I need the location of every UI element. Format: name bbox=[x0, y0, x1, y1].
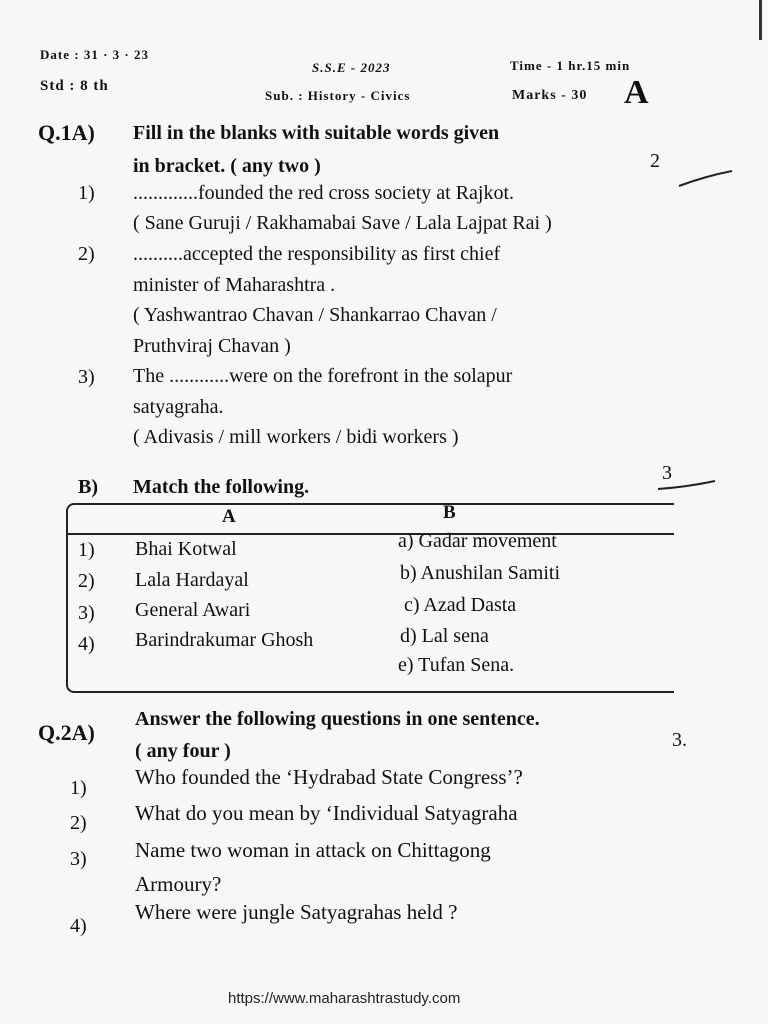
q1a-item-2-options-cont: Pruthviraj Chavan ) bbox=[133, 335, 291, 357]
q1a-instruction-1: Fill in the blanks with suitable words given bbox=[133, 122, 500, 144]
grade-letter: A bbox=[624, 74, 649, 111]
q2a-item-2-number: 2) bbox=[70, 812, 87, 834]
q1a-item-3-options: ( Adivasis / mill workers / bidi workers ) bbox=[133, 426, 459, 448]
footer-url[interactable]: https://www.maharashtrastudy.com bbox=[228, 990, 461, 1007]
match-row-3-b: c) Azad Dasta bbox=[404, 594, 517, 616]
match-row-2-a: Lala Hardayal bbox=[135, 569, 249, 591]
match-column-b-header: B bbox=[443, 502, 456, 523]
q1a-item-3-number: 3) bbox=[78, 366, 95, 388]
q2a-item-4-text: Where were jungle Satyagrahas held ? bbox=[135, 900, 458, 924]
q2a-item-3-number: 3) bbox=[70, 848, 87, 870]
q1a-item-1-text: .............founded the red cross society at Rajkot. bbox=[133, 182, 515, 204]
q2a-item-3-text: Name two woman in attack on Chittagong bbox=[135, 838, 491, 862]
total-marks: Marks - 30 bbox=[512, 88, 588, 103]
q1a-item-3-text: The ............were on the forefront in the solapur bbox=[133, 365, 513, 387]
q1a-item-2-text-cont: minister of Maharashtra . bbox=[133, 274, 336, 296]
match-row-4-b: d) Lal sena bbox=[400, 625, 489, 647]
q2a-item-1-text: Who founded the ‘Hydrabad State Congress’? bbox=[135, 765, 523, 789]
match-row-4-number: 4) bbox=[78, 633, 95, 655]
match-row-1-a: Bhai Kotwal bbox=[135, 538, 237, 560]
subject: Sub. : History - Civics bbox=[265, 88, 411, 103]
q2a-instruction-2: ( any four ) bbox=[135, 740, 231, 762]
match-row-1-number: 1) bbox=[78, 539, 95, 561]
exam-time: Time - 1 hr.15 min bbox=[510, 58, 631, 73]
q1b-marks: 3 bbox=[662, 462, 672, 484]
q2a-heading: Q.2A) bbox=[38, 720, 95, 745]
match-row-2-number: 2) bbox=[78, 570, 95, 592]
match-row-5-b: e) Tufan Sena. bbox=[398, 654, 515, 676]
marks-tick-icon bbox=[676, 168, 736, 190]
q2a-item-2-text: What do you mean by ‘Individual Satyagraha bbox=[135, 801, 518, 825]
q1a-item-2-number: 2) bbox=[78, 243, 95, 265]
exam-name: S.S.E - 2023 bbox=[312, 60, 391, 75]
match-table bbox=[66, 503, 674, 693]
q1a-marks: 2 bbox=[650, 150, 660, 172]
q2a-marks: 3. bbox=[672, 729, 687, 751]
q1a-item-1-options: ( Sane Guruji / Rakhamabai Save / Lala Lajpat Rai ) bbox=[133, 212, 552, 234]
page-edge-mark bbox=[759, 0, 762, 40]
exam-date: Date : 31 · 3 · 23 bbox=[40, 47, 149, 62]
q2a-item-4-number: 4) bbox=[70, 915, 87, 937]
q2a-item-3-text-cont: Armoury? bbox=[135, 872, 222, 896]
standard: Std : 8 th bbox=[40, 78, 109, 94]
q1a-heading: Q.1A) bbox=[38, 120, 95, 145]
q1b-heading: B) bbox=[78, 476, 98, 498]
q1a-instruction-2: in bracket. ( any two ) bbox=[133, 155, 321, 177]
q1a-item-1-number: 1) bbox=[78, 182, 95, 204]
marks-tick-icon bbox=[655, 478, 720, 494]
match-row-2-b: b) Anushilan Samiti bbox=[400, 562, 560, 584]
q1a-item-2-options: ( Yashwantrao Chavan / Shankarrao Chavan / bbox=[133, 304, 497, 326]
match-row-3-number: 3) bbox=[78, 602, 95, 624]
match-row-4-a: Barindrakumar Ghosh bbox=[135, 629, 314, 651]
match-table-header-divider bbox=[68, 533, 674, 535]
q1a-item-3-text-cont: satyagraha. bbox=[133, 396, 224, 418]
match-column-a-header: A bbox=[222, 506, 236, 527]
q2a-item-1-number: 1) bbox=[70, 777, 87, 799]
q1a-item-2-text: ..........accepted the responsibility as first chief bbox=[133, 243, 501, 265]
match-row-1-b: a) Gadar movement bbox=[398, 530, 557, 552]
match-row-3-a: General Awari bbox=[135, 599, 251, 621]
q2a-instruction-1: Answer the following questions in one sentence. bbox=[135, 708, 540, 730]
q1b-title: Match the following. bbox=[133, 476, 310, 498]
